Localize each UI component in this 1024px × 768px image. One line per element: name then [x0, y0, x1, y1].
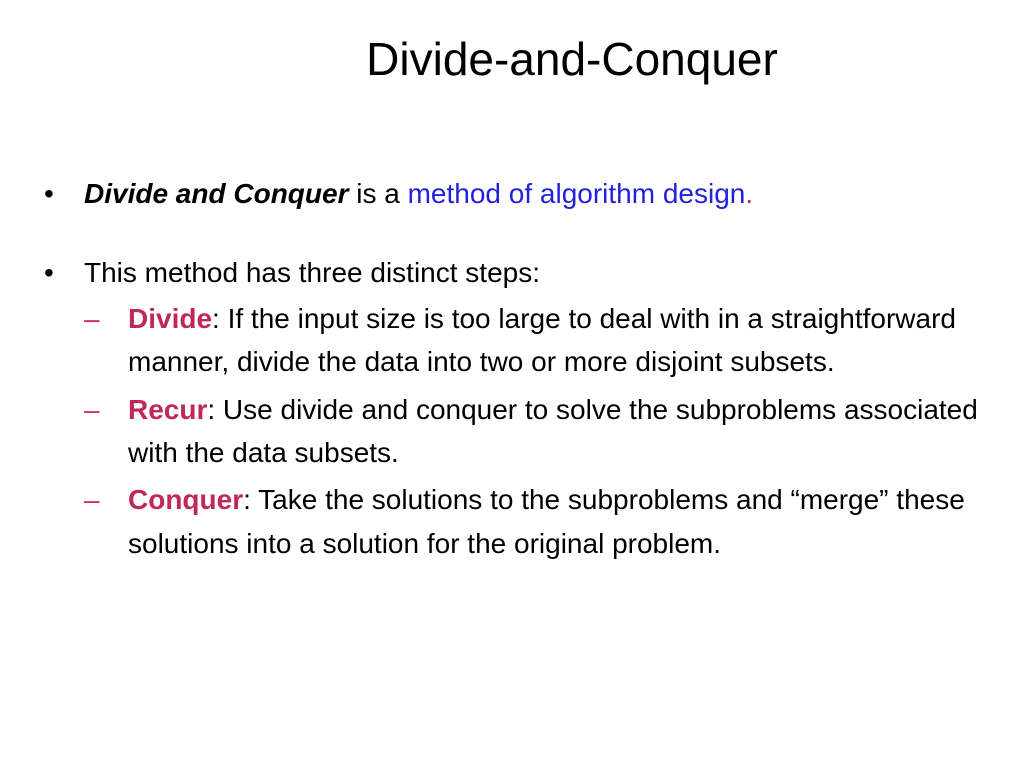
- bullet-marker: •: [44, 257, 54, 289]
- step-text-divide: : If the input size is too large to deal with in a straightforward manner, divide the data into two or more disjoint subsets.: [128, 302, 956, 378]
- slide-title: Divide-and-Conquer: [366, 33, 778, 85]
- step-term-recur: Recur: [128, 393, 208, 425]
- slide-content: [44, 172, 994, 569]
- definition-term: Divide and Conquer: [84, 178, 349, 209]
- step-divide: [84, 297, 994, 384]
- step-text-recur: : Use divide and conquer to solve the subproblems associated with the data subsets.: [128, 393, 978, 468]
- steps-list: [44, 297, 994, 565]
- step-term-conquer: Conquer: [128, 484, 244, 516]
- step-dash: –: [84, 302, 100, 334]
- step-recur: [84, 388, 994, 475]
- bullet-definition: [44, 172, 994, 215]
- step-text-conquer: : Take the solutions to the subproblems and “merge” these solutions into a solution for the original problem.: [128, 484, 965, 559]
- bullet-steps: [44, 251, 994, 565]
- step-conquer: [84, 478, 994, 565]
- definition-link-text: method of algorithm design: [407, 178, 746, 209]
- steps-intro: This method has three distinct steps:: [84, 257, 540, 289]
- bullet-marker: •: [44, 178, 54, 209]
- definition-period: .: [745, 178, 754, 209]
- step-dash: –: [84, 484, 100, 516]
- definition-connector: is a: [348, 178, 408, 209]
- step-dash: –: [84, 393, 100, 425]
- step-term-divide: Divide: [128, 302, 213, 334]
